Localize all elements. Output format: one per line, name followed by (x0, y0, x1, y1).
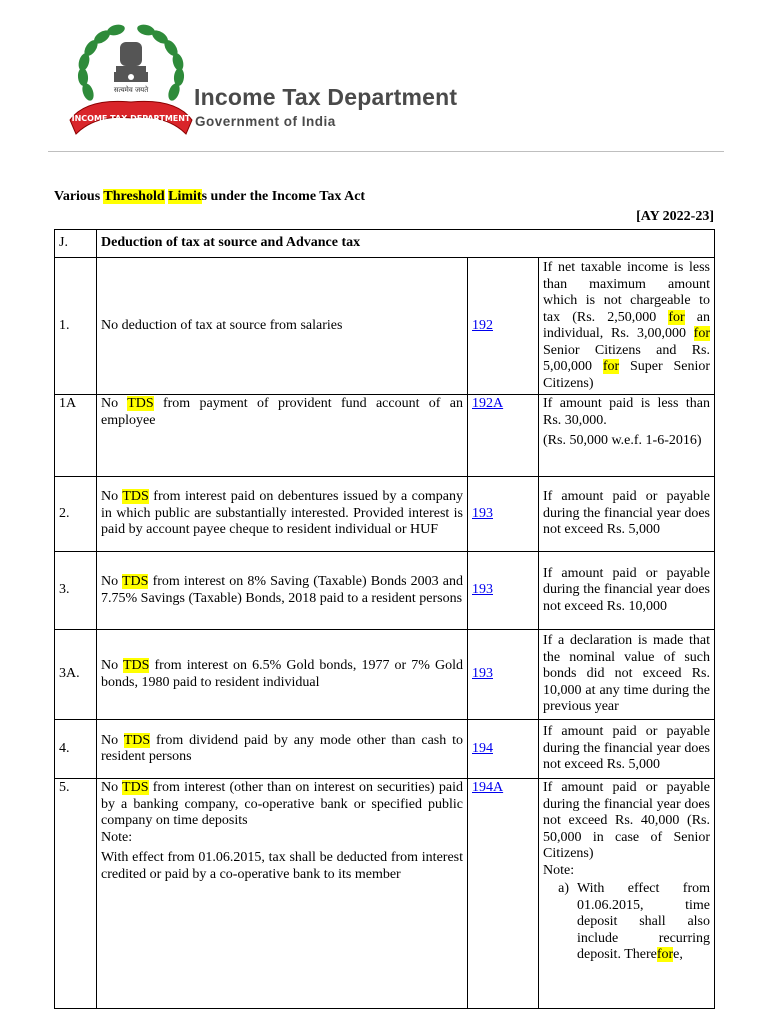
search-highlight: for (656, 947, 674, 962)
search-highlight: Limit (168, 189, 202, 204)
row-condition: If net taxable income is less than maximum amount which is not chargeable to tax (Rs. 2,50,000 for an individual, Rs. 3,00,000 for Senior Citizens and Rs. 5,00,000 for Super Senior Citizens) (539, 258, 715, 395)
section-link[interactable]: 192A (472, 396, 504, 411)
department-title: Income Tax Department (194, 84, 458, 110)
section-cell (468, 720, 539, 779)
search-highlight: TDS (122, 780, 149, 795)
search-highlight: TDS (122, 489, 149, 505)
section-cell (468, 258, 539, 395)
table-row (55, 258, 715, 395)
department-subtitle: Government of India (195, 114, 336, 129)
section-cell (468, 630, 539, 720)
header-title-cell: Deduction of tax at source and Advance tax (97, 230, 715, 258)
search-highlight: for (693, 326, 710, 341)
section-link[interactable]: 192 (472, 317, 493, 333)
table-row (55, 630, 715, 720)
search-highlight: TDS (123, 732, 151, 748)
threshold-limits-table (54, 229, 715, 1009)
note-list-item: a) With effect from 01.06.2015, time deposit shall also include recurring deposit. Therefore, (543, 881, 710, 964)
section-cell (468, 552, 539, 630)
list-marker: a) (558, 881, 569, 896)
section-link[interactable]: 193 (472, 666, 493, 682)
header-divider (48, 151, 724, 152)
section-link[interactable]: 193 (472, 505, 493, 521)
section-link[interactable]: 194 (472, 740, 493, 756)
row-condition: If amount paid or payable during the financial year does not exceed Rs. 5,000 (539, 477, 715, 552)
search-highlight: TDS (122, 574, 149, 589)
row-condition: If amount paid is less than Rs. 30,000. (Rs. 50,000 w.e.f. 1-6-2016) (539, 395, 715, 477)
emblem-ribbon-text: INCOME TAX DEPARTMENT (71, 114, 191, 123)
row-description: No TDS from interest on 6.5% Gold bonds, 1977 or 7% Gold bonds, 1980 paid to resident individual (97, 630, 468, 720)
search-highlight: TDS (127, 396, 154, 411)
search-highlight: for (668, 309, 685, 325)
row-number: 4. (55, 720, 97, 779)
table-row (55, 395, 715, 477)
search-highlight: Threshold (103, 189, 165, 204)
note-label: Note: (543, 862, 575, 878)
table-header-row (55, 230, 715, 258)
site-header (0, 0, 768, 152)
section-cell (468, 779, 539, 1009)
row-number: 1. (55, 258, 97, 395)
header-num-cell: J. (55, 230, 97, 258)
section-link[interactable]: 193 (472, 582, 493, 598)
row-number: 5. (55, 779, 97, 1009)
row-number: 1A (55, 395, 97, 477)
section-link[interactable]: 194A (472, 780, 504, 795)
row-condition: If amount paid or payable during the financial year does not exceed Rs. 40,000 (Rs. 50,000 in case of Senior Citizens) Note: a) With effect from 01.06.2015, time deposit shall also include recurring deposit. Therefore, (539, 779, 715, 1009)
assessment-year-label: [AY 2022-23] (636, 209, 714, 224)
section-cell (468, 395, 539, 477)
table-row (55, 779, 715, 1009)
row-number: 3A. (55, 630, 97, 720)
search-highlight: for (602, 359, 620, 374)
row-condition: If amount paid or payable during the financial year does not exceed Rs. 5,000 (539, 720, 715, 779)
row-description: No TDS from interest (other than on interest on securities) paid by a banking company, co-operative bank or specified public company on time deposits Note: With effect from 01.06.2015, tax shall be deducted from interest credited or paid by a co-operative bank to its member (97, 779, 468, 1009)
search-highlight: TDS (122, 658, 150, 673)
row-description: No deduction of tax at source from salaries (97, 258, 468, 395)
row-number: 2. (55, 477, 97, 552)
row-condition: If amount paid or payable during the financial year does not exceed Rs. 10,000 (539, 552, 715, 630)
row-description: No TDS from interest on 8% Saving (Taxable) Bonds 2003 and 7.75% Savings (Taxable) Bonds, 2018 paid to a resident persons (97, 552, 468, 630)
row-description: No TDS from payment of provident fund account of an employee (97, 395, 468, 477)
income-tax-emblem-logo[interactable] (66, 22, 196, 142)
note-label: Note: (101, 829, 133, 845)
row-condition: If a declaration is made that the nominal value of such bonds did not exceed Rs. 10,000 at any time during the previous year (539, 630, 715, 720)
section-cell (468, 477, 539, 552)
row-number: 3. (55, 552, 97, 630)
note-text: With effect from 01.06.2015, tax shall be deducted from interest credited or paid by a co-operative bank to its member (101, 850, 463, 882)
table-row (55, 477, 715, 552)
row-description: No TDS from interest paid on debentures issued by a company in which public are substantially interested. Provided interest is paid by account payee cheque to resident individual or HUF (97, 477, 468, 552)
table-row (55, 720, 715, 779)
emblem-motto: सत्यमेव जयते (113, 86, 149, 94)
row-description: No TDS from dividend paid by any mode other than cash to resident persons (97, 720, 468, 779)
document-title: Various Threshold Limits under the Income Tax Act (54, 189, 366, 204)
table-row (55, 552, 715, 630)
